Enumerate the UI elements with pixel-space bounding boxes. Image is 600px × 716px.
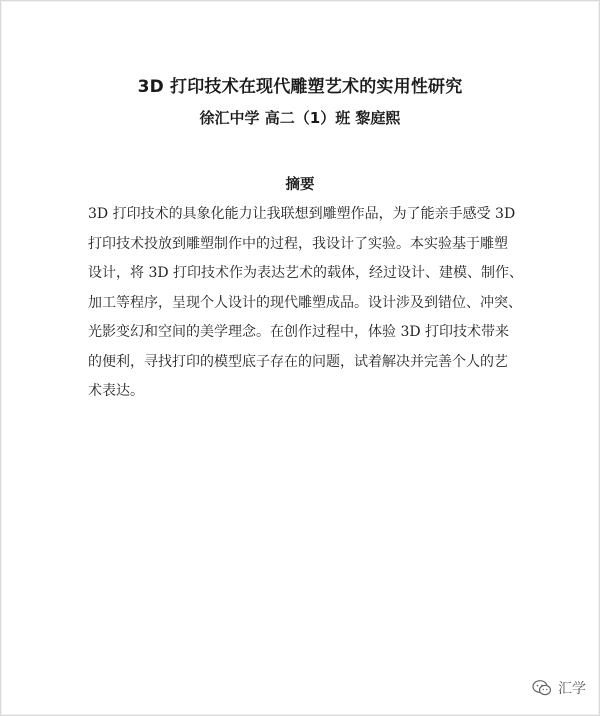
abstract-line: 打印技术投放到雕塑制作中的过程，我设计了实验。本实验基于雕塑 [88, 235, 508, 252]
document-title: 3D 打印技术在现代雕塑艺术的实用性研究 [137, 77, 463, 97]
abstract-line: 设计，将 3D 打印技术作为表达艺术的载体，经过设计、建模、制作、 [88, 265, 524, 281]
abstract-line: 的便利，寻找打印的模型底子存在的问题，试着解决并完善个人的艺 [88, 353, 508, 370]
abstract-body [88, 200, 524, 407]
abstract-line: 加工等程序，呈现个人设计的现代雕塑成品。设计涉及到错位、冲突、 [88, 294, 522, 311]
abstract-line: 3D 打印技术的具象化能力让我联想到雕塑作品，为了能亲手感受 3D [88, 206, 516, 222]
watermark-text: 汇学 [558, 681, 586, 697]
wechat-icon [532, 679, 552, 697]
abstract-line: 光影变幻和空间的美学理念。在创作过程中，体验 3D 打印技术带来 [88, 324, 510, 340]
abstract-line: 术表达。 [88, 383, 144, 399]
watermark [532, 678, 586, 698]
author-line: 徐汇中学 高二（1）班 黎庭熙 [199, 109, 401, 127]
abstract-heading: 摘要 [285, 177, 315, 193]
